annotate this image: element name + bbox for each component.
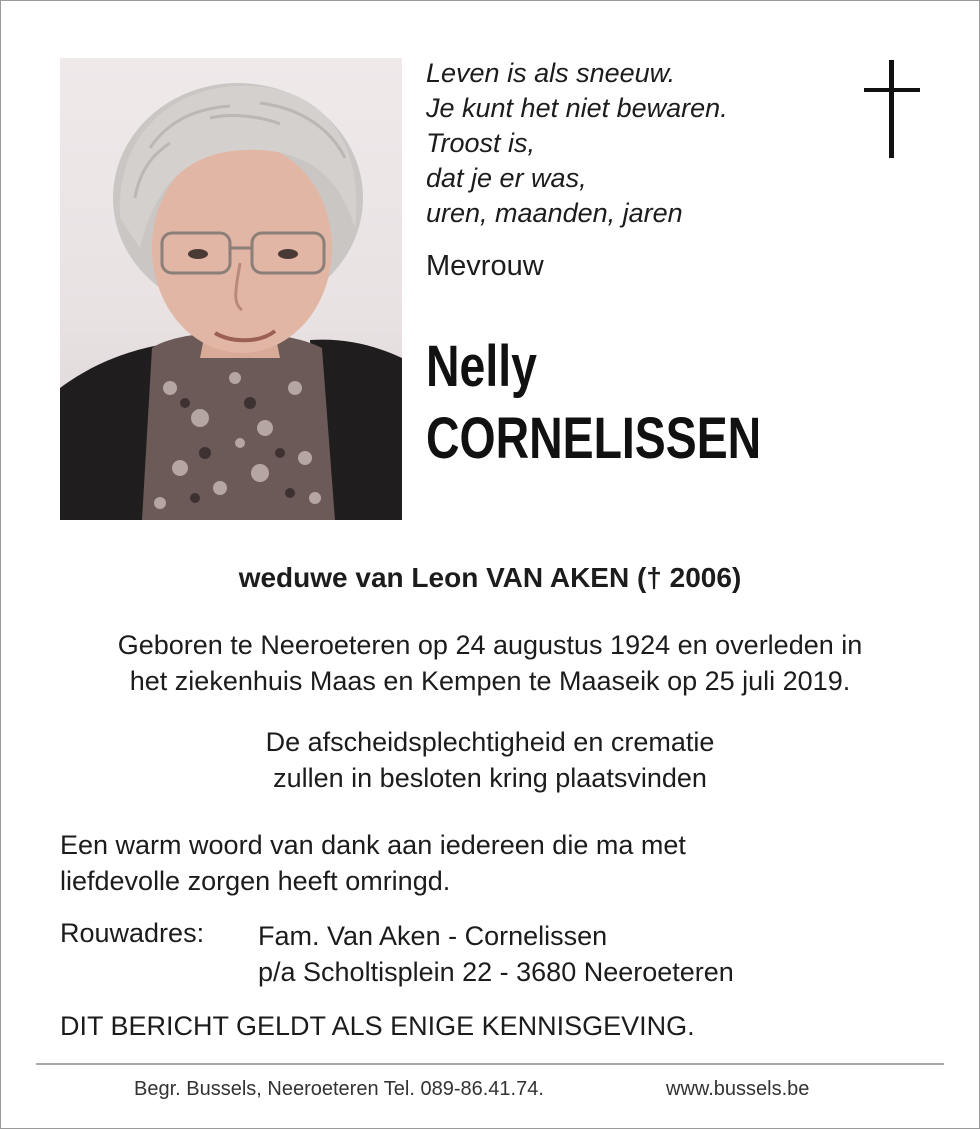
address-line: p/a Scholtisplein 22 - 3680 Neeroeteren — [258, 957, 734, 987]
portrait-photo — [60, 58, 402, 520]
birth-line: Geboren te Neeroeteren op 24 augustus 1924 en overleden in — [117, 630, 863, 660]
thanks-line: liefdevolle zorgen heeft omringd. — [60, 866, 451, 896]
thanks-line: Een warm woord van dank aan iedereen die ma met — [60, 830, 686, 860]
undertaker-info: Begr. Bussels, Neeroeteren Tel. 089-86.41.74. — [134, 1078, 544, 1100]
ceremony-text — [0, 724, 980, 796]
cross-icon — [862, 60, 924, 160]
address-label: Rouwadres: — [60, 918, 205, 948]
last-name: CORNELISSEN — [426, 406, 762, 471]
address-line: Fam. Van Aken - Cornelissen — [258, 921, 608, 951]
poem-line: dat je er was, — [426, 163, 587, 193]
first-name: Nelly — [426, 334, 537, 399]
birth-death-text — [0, 627, 980, 699]
notice-text: DIT BERICHT GELDT ALS ENIGE KENNISGEVING. — [60, 1011, 695, 1041]
death-line: het ziekenhuis Maas en Kempen te Maaseik op 25 juli 2019. — [129, 666, 851, 696]
poem-line: Troost is, — [426, 128, 536, 158]
honorific: Mevrouw — [426, 250, 544, 282]
poem — [426, 56, 728, 231]
poem-line: Leven is als sneeuw. — [426, 58, 676, 88]
address-lines — [258, 918, 734, 990]
poem-line: uren, maanden, jaren — [426, 198, 683, 228]
ceremony-line: De afscheidsplechtigheid en crematie — [265, 727, 715, 757]
divider — [36, 1063, 944, 1065]
thanks-text — [60, 827, 686, 899]
ceremony-line: zullen in besloten kring plaatsvinden — [273, 763, 707, 793]
spouse-line: weduwe van Leon VAN AKEN († 2006) — [238, 562, 742, 593]
portrait-illustration — [60, 58, 402, 520]
poem-line: Je kunt het niet bewaren. — [426, 93, 728, 123]
website-link[interactable]: www.bussels.be — [666, 1078, 810, 1100]
